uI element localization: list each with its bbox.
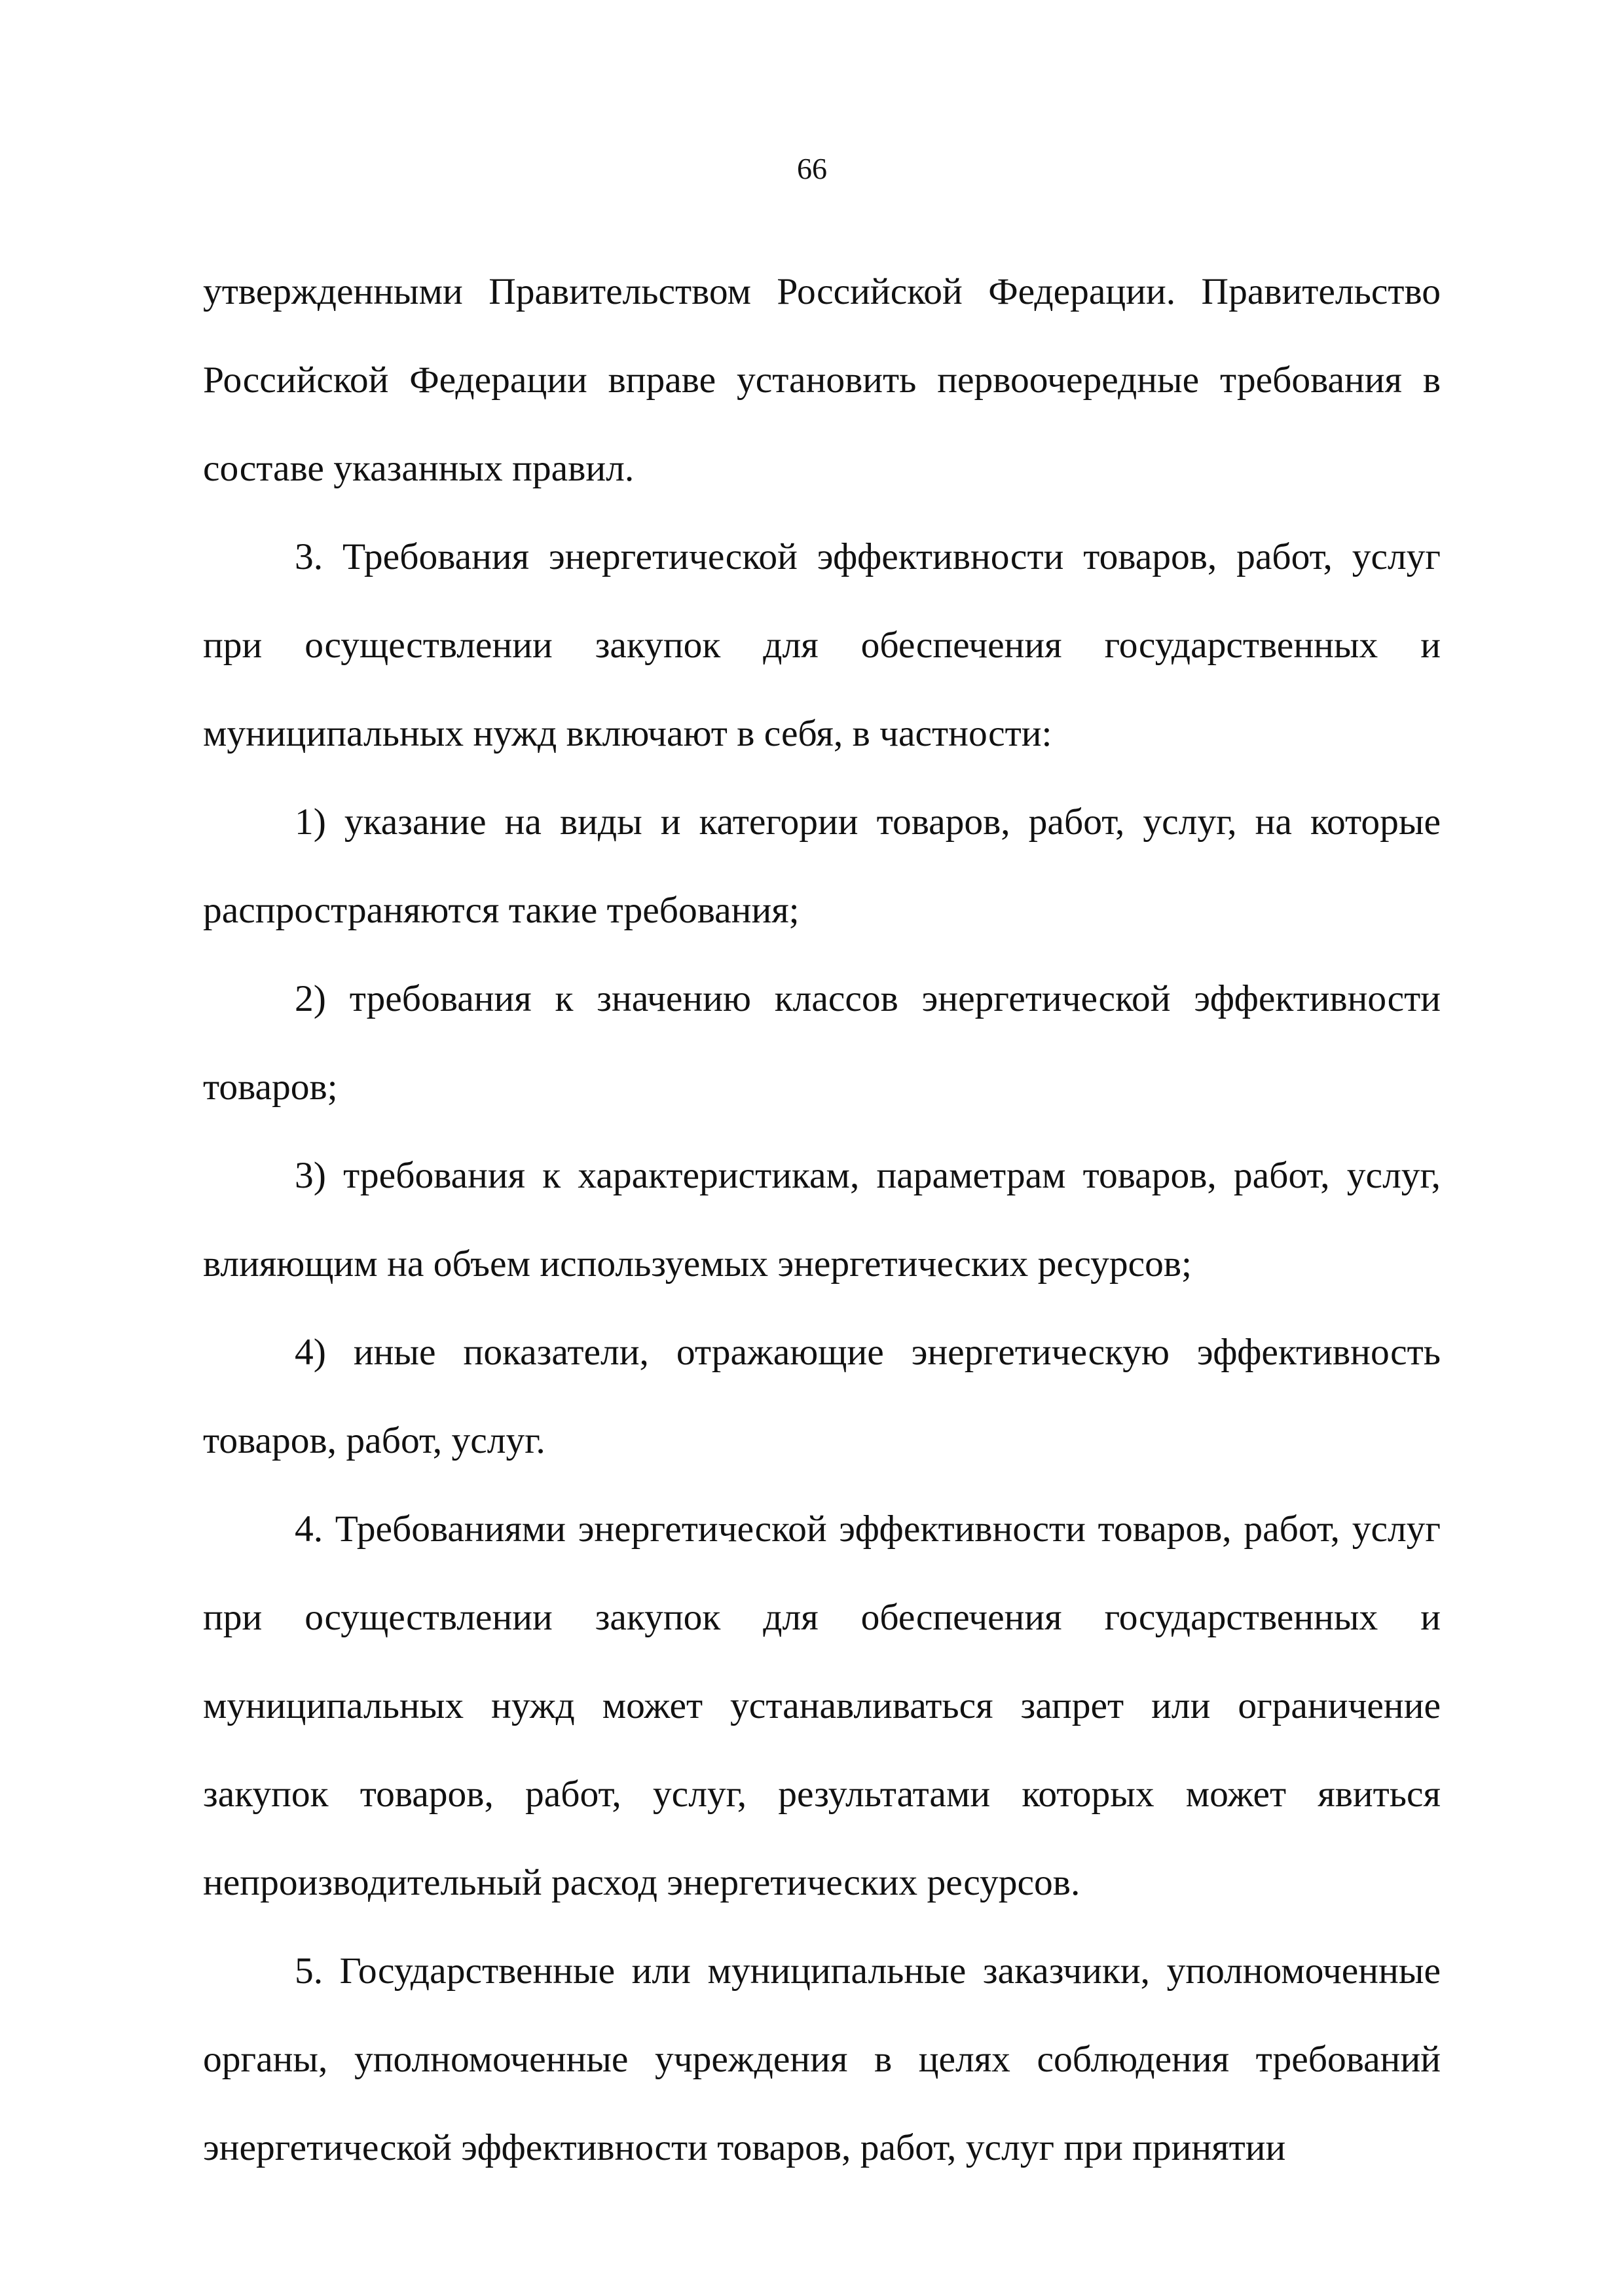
paragraph-clause-3: 3. Требования энергетической эффективности товаров, работ, услуг при осуществлении закупок для обеспечения государственных и муниципальных нужд включают в себя, в частности: bbox=[203, 536, 1441, 754]
paragraph-clause-5: 5. Государственные или муниципальные заказчики, уполномоченные органы, уполномоченные учреждения в целях соблюдения требований энергетической эффективности товаров, работ, услуг при принятии bbox=[203, 1950, 1441, 2168]
paragraph-clause-4: 4. Требованиями энергетической эффективности товаров, работ, услуг при осуществлении закупок для обеспечения государственных и муниципальных нужд может устанавливаться запрет или ограничение закупок товаров, работ, услуг, результатами которых может явиться непроизводительный расход энергетических ресурсов. bbox=[203, 1508, 1441, 1903]
list-item-4: 4) иные показатели, отражающие энергетическую эффективность товаров, работ, услуг. bbox=[203, 1332, 1441, 1461]
list-item-3: 3) требования к характеристикам, параметрам товаров, работ, услуг, влияющим на объем используемых энергетических ресурсов; bbox=[203, 1155, 1441, 1285]
list-item-2: 2) требования к значению классов энергетической эффективности товаров; bbox=[203, 978, 1441, 1108]
page-number: 66 bbox=[797, 152, 827, 185]
document-body bbox=[203, 247, 1441, 2192]
paragraph-continuation: утвержденными Правительством Российской Федерации. Правительство Российской Федерации вправе установить первоочередные требования в составе указанных правил. bbox=[203, 271, 1441, 489]
list-item-1: 1) указание на виды и категории товаров, работ, услуг, на которые распространяются такие требования; bbox=[203, 801, 1441, 931]
